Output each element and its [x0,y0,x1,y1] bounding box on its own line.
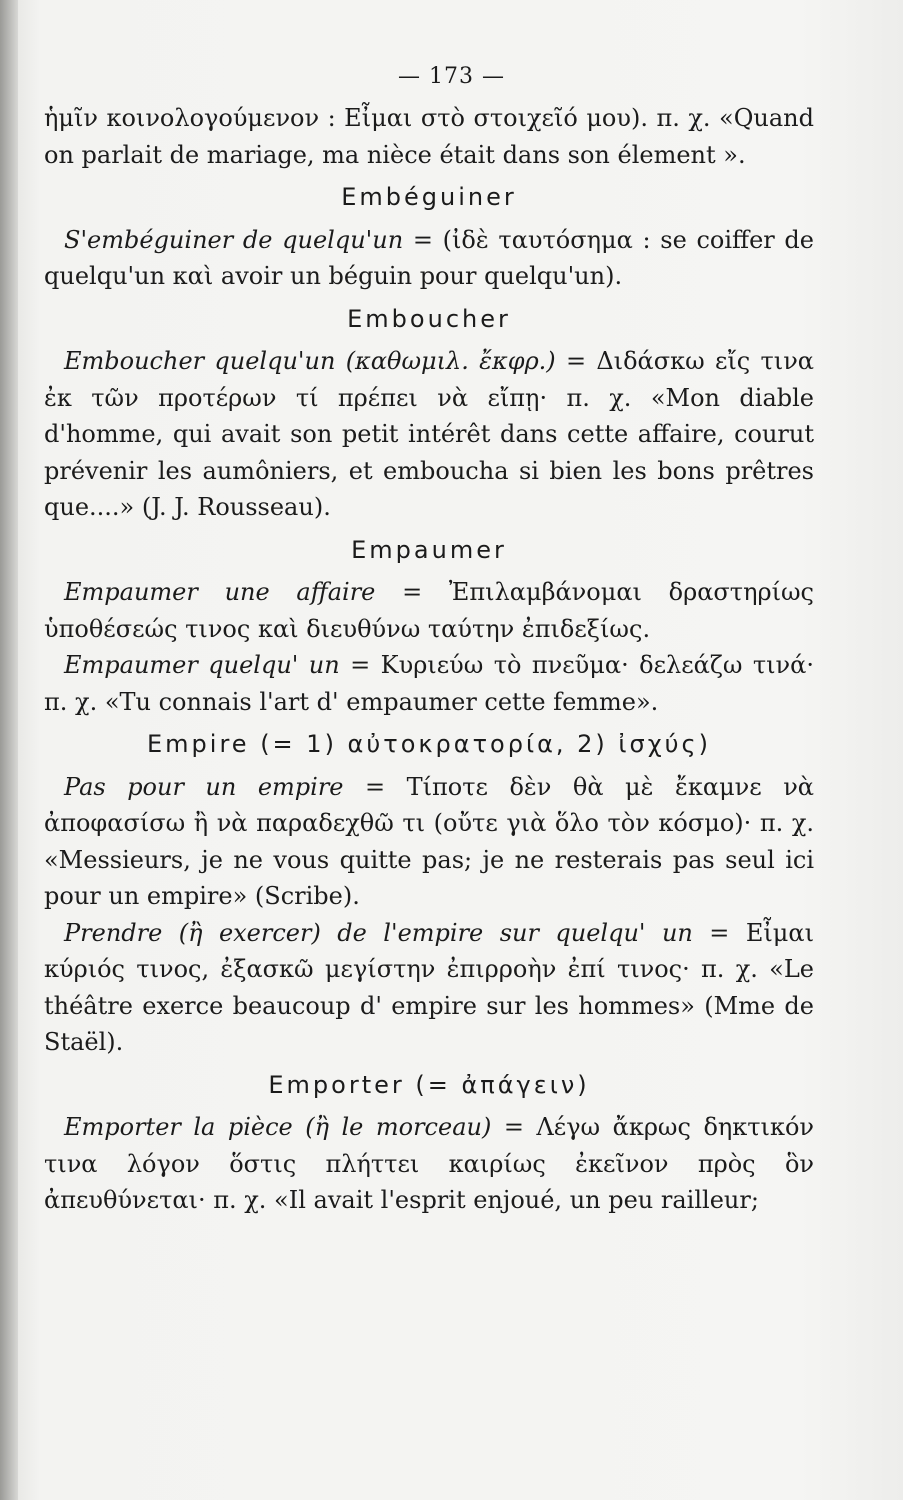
entry-paragraph: S'embéguiner de quelqu'un = (ἰδὲ ταυτόσημα : se coiffer de quelqu'un καὶ avoir un béguin pour quelqu'un). [44,225,814,290]
dictionary-text [44,100,814,1219]
entry-term: Pas pour un empire [64,772,344,801]
entry-paragraph: Emporter la pièce (ἢ le morceau) = Λέγω ἄκρως δηκτικόν τινα λόγον ὅστις πλήττει καιρίως ἐκεῖνον πρὸς ὃν ἀπευθύνεται· π. χ. «Il avait l'esprit enjoué, un peu railleur; [44,1113,814,1214]
entry-paragraph: Empaumer quelqu' un = Κυριεύω τὸ πνεῦμα· δελεάζω τινά· π. χ. «Tu connais l'art d' empaumer cette femme». [44,651,814,716]
page-number: — 173 — [398,64,505,89]
entry-term: S'embéguiner de quelqu'un [64,225,404,254]
entry-paragraph: Prendre (ἢ exercer) de l'empire sur quelqu' un = Εἶμαι κύριός τινος, ἐξασκῶ μεγίστην ἐπιρροὴν ἐπί τινος· π. χ. «Le théâtre exerce beaucoup d' empire sur les hommes» (Mme de Staël). [44,918,814,1056]
entry-term: Empaumer une affaire [64,578,376,606]
headword: Embéguiner [341,183,517,211]
entry-term: Prendre (ἢ exercer) de l'empire sur quelqu' un [64,918,693,947]
entry-paragraph: Emboucher quelqu'un (καθωμιλ. ἔκφρ.) = Διδάσκω εἴς τινα ἐκ τῶν προτέρων τί πρέπει νὰ εἴπῃ· π. χ. «Mon diable d'homme, qui avait son petit intérêt dans cette affaire, courut prévenir les aumôniers, et emboucha si bien les bons prêtres que....» (J. J. Rousseau). [44,347,814,521]
entry-term: Emporter la pièce (ἢ le morceau) [64,1113,492,1141]
entry-term: Empaumer quelqu' un [64,651,340,679]
headword: Emporter (= ἀπάγειν) [268,1070,590,1099]
binding-edge [0,0,18,1500]
headword: Emboucher [347,304,511,333]
headword: Empire (= 1) αὐτοκρατορία, 2) ἰσχύς) [147,730,711,758]
entry-paragraph: Pas pour un empire = Τίποτε δὲν θὰ μὲ ἔκαμνε νὰ ἀποφασίσω ἢ νὰ παραδεχθῶ τι (οὔτε γιὰ ὅλο τὸν κόσμο)· π. χ. «Messieurs, je ne vous quitte pas; je ne resterais pas seul ici pour un empire» (Scribe). [44,772,814,910]
entry-paragraph: ἡμῖν κοινολογούμενον : Εἶμαι στὸ στοιχεῖό μου). π. χ. «Quand on parlait de mariage, ma nièce était dans son élement ». [44,104,814,169]
entry-term: Emboucher quelqu'un (καθωμιλ. ἔκφρ.) [64,347,556,375]
headword: Empaumer [351,535,507,564]
entry-paragraph: Empaumer une affaire = Ἐπιλαμβάνομαι δραστηρίως ὑποθέσεώς τινος καὶ διευθύνω ταύτην ἐπιδεξίως. [44,578,814,643]
